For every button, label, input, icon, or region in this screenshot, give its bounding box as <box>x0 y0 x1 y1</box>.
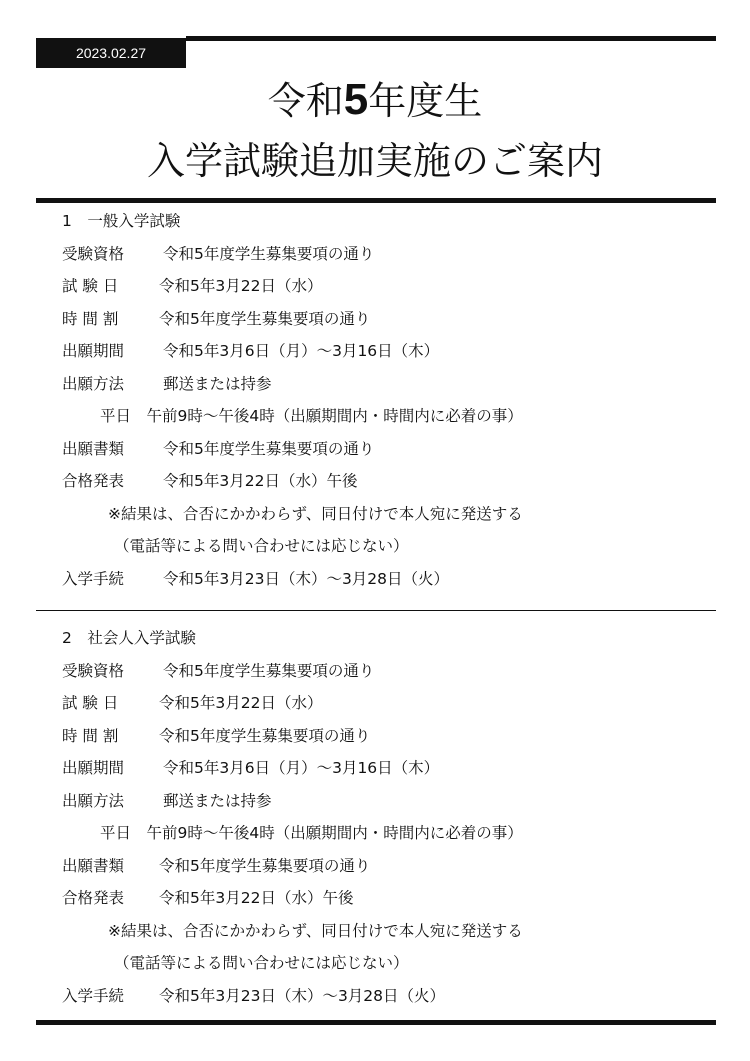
title-year: 5 <box>343 75 369 124</box>
page-title-line1 <box>0 75 750 124</box>
row-value: 令和5年3月22日（水）午後 <box>159 889 354 907</box>
row-value: 令和5年3月6日（月）～3月16日（木） <box>163 759 440 777</box>
section-heading-text: 2 社会人入学試験 <box>62 629 196 647</box>
info-row-exam-date <box>62 270 712 303</box>
info-row-qualification <box>62 655 712 688</box>
row-label: 受験資格 <box>62 661 125 680</box>
info-row-application-period <box>62 335 712 368</box>
info-row-weekday-note <box>62 400 712 433</box>
title-rule <box>36 198 716 203</box>
info-row-results-note <box>62 530 712 563</box>
row-note: （電話等による問い合わせには応じない） <box>114 954 409 972</box>
row-value: 令和5年3月6日（月）～3月16日（木） <box>163 342 440 360</box>
row-value: 令和5年度学生募集要項の通り <box>159 309 371 328</box>
section-divider <box>36 610 716 611</box>
info-row-enrollment <box>62 980 712 1013</box>
row-value: 令和5年度学生募集要項の通り <box>159 856 371 875</box>
row-note: 平日 午前9時～午後4時（出願期間内・時間内に必着の事） <box>100 407 523 425</box>
row-value: 令和5年度学生募集要項の通り <box>163 661 375 680</box>
row-label: 合格発表 <box>62 472 125 490</box>
row-label: 試 験 日 <box>62 277 119 295</box>
row-label: 出願方法 <box>62 791 125 810</box>
row-value: 令和5年3月23日（木）～3月28日（火） <box>159 986 446 1005</box>
info-row-exam-date <box>62 687 712 720</box>
info-row-results-note <box>62 947 712 980</box>
row-value: 令和5年度学生募集要項の通り <box>159 726 371 745</box>
row-note: ※結果は、合否にかかわらず、同日付けで本人宛に発送する <box>108 504 523 523</box>
section-heading <box>62 622 712 655</box>
info-row-qualification <box>62 238 712 271</box>
date-badge: 2023.02.27 <box>36 38 186 68</box>
info-row-schedule <box>62 303 712 336</box>
info-row-documents <box>62 433 712 466</box>
row-value: 令和5年3月22日（水） <box>159 277 323 295</box>
info-row-schedule <box>62 720 712 753</box>
section-heading <box>62 205 712 238</box>
info-row-application-method <box>62 368 712 401</box>
info-row-documents <box>62 850 712 883</box>
row-label: 時 間 割 <box>62 309 119 328</box>
row-label: 出願期間 <box>62 759 125 777</box>
info-row-weekday-note <box>62 817 712 850</box>
info-row-application-period <box>62 752 712 785</box>
row-label: 入学手続 <box>62 986 125 1005</box>
section-working-adult-exam <box>62 622 712 1012</box>
section-heading-text: 1 一般入学試験 <box>62 212 181 230</box>
row-note: 平日 午前9時～午後4時（出願期間内・時間内に必着の事） <box>100 824 523 842</box>
row-value: 郵送または持参 <box>163 791 272 810</box>
row-label: 試 験 日 <box>62 694 119 712</box>
row-note: ※結果は、合否にかかわらず、同日付けで本人宛に発送する <box>108 921 523 940</box>
row-label: 入学手続 <box>62 569 125 588</box>
row-value: 郵送または持参 <box>163 374 272 393</box>
title-era: 令和 <box>267 79 344 123</box>
info-row-results <box>62 465 712 498</box>
row-value: 令和5年3月23日（木）～3月28日（火） <box>163 569 450 588</box>
row-value: 令和5年3月22日（水） <box>159 694 323 712</box>
info-row-results <box>62 882 712 915</box>
info-row-results-note <box>62 915 712 948</box>
row-label: 出願期間 <box>62 342 125 360</box>
row-value: 令和5年3月22日（水）午後 <box>163 472 358 490</box>
row-note: （電話等による問い合わせには応じない） <box>114 537 409 555</box>
row-label: 受験資格 <box>62 244 125 263</box>
bottom-rule <box>36 1020 716 1025</box>
page-title-line2: 入学試験追加実施のご案内 <box>146 139 603 183</box>
info-row-results-note <box>62 498 712 531</box>
row-label: 時 間 割 <box>62 726 119 745</box>
row-label: 出願方法 <box>62 374 125 393</box>
title-suffix: 年度生 <box>368 79 483 123</box>
row-label: 合格発表 <box>62 889 125 907</box>
row-value: 令和5年度学生募集要項の通り <box>163 244 375 263</box>
row-value: 令和5年度学生募集要項の通り <box>163 439 375 458</box>
row-label: 出願書類 <box>62 439 125 458</box>
info-row-enrollment <box>62 563 712 596</box>
info-row-application-method <box>62 785 712 818</box>
section-general-exam <box>62 205 712 595</box>
top-rule <box>186 36 716 41</box>
row-label: 出願書類 <box>62 856 125 875</box>
